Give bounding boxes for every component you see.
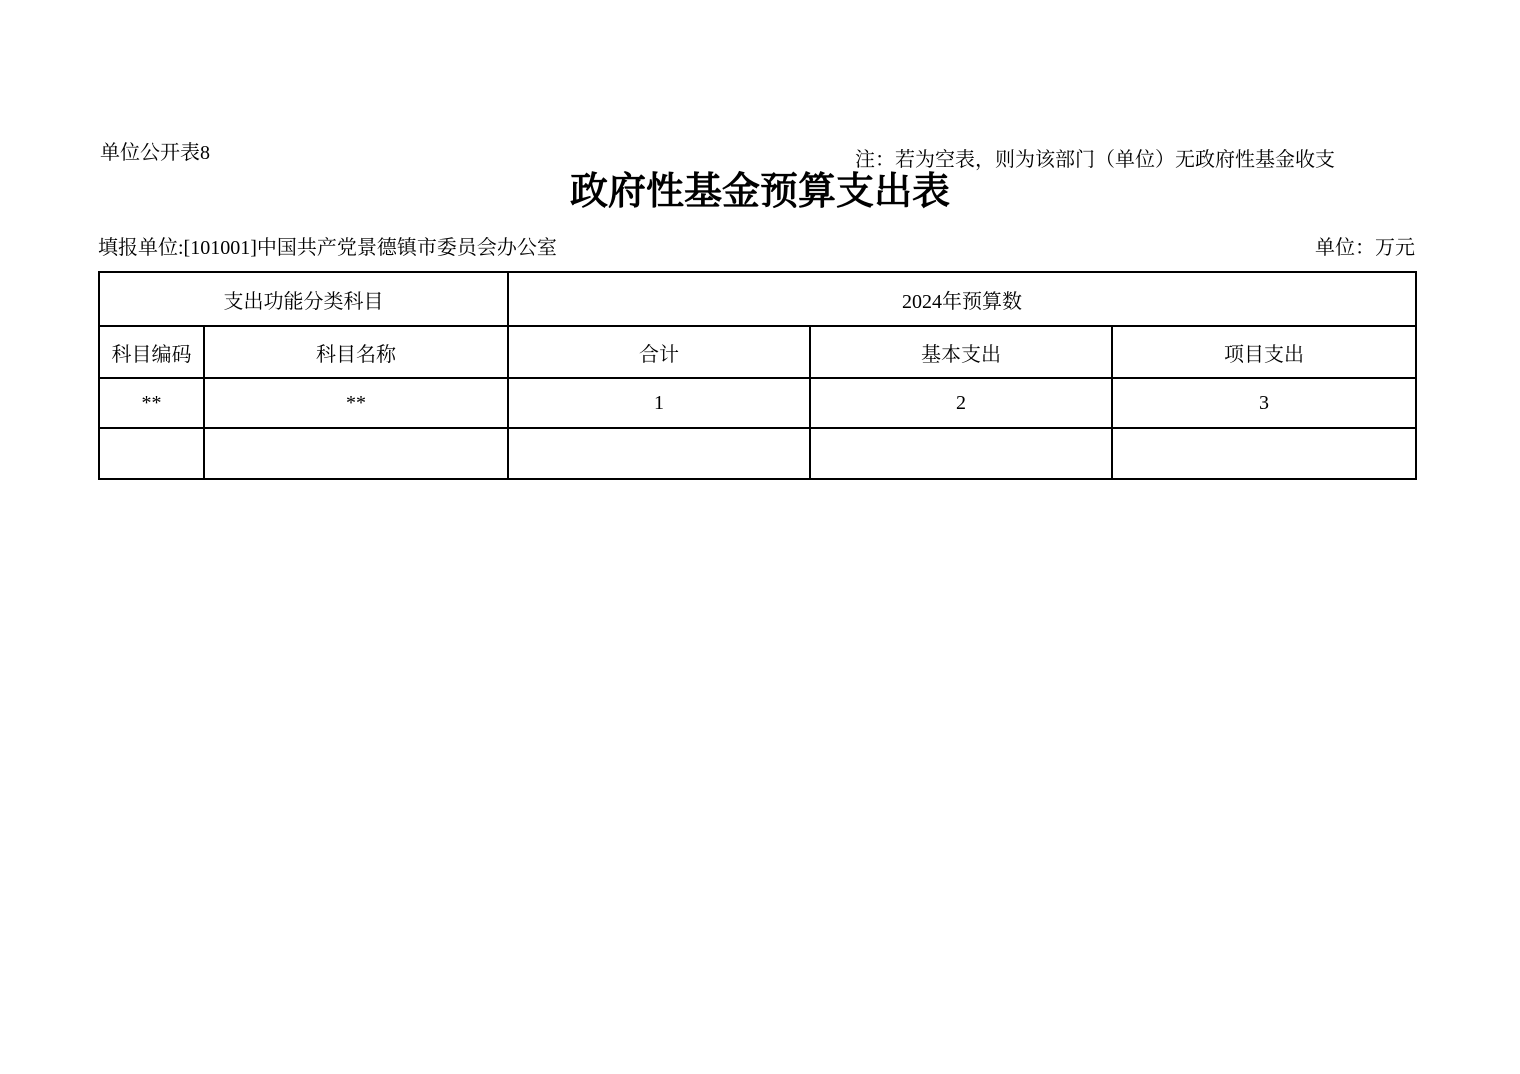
index-cell-subject-name: ** [204,378,508,428]
header-function-category: 支出功能分类科目 [99,272,508,326]
header-columns-row [99,326,1416,378]
meta-row [98,231,1415,260]
col-header-total: 合计 [508,326,810,378]
page-title: 政府性基金预算支出表 [569,171,950,213]
data-cell-project-expenditure [1112,428,1416,479]
data-cell-subject-code [99,428,204,479]
header-budget-year-2024: 2024年预算数 [508,272,1416,326]
empty-table-note: 注：若为空表，则为该部门（单位）无政府性基金收支 [855,149,1335,171]
col-header-project-expenditure: 项目支出 [1112,326,1416,378]
empty-data-row [99,428,1416,479]
budget-table [98,271,1417,480]
col-header-subject-code: 科目编码 [99,326,204,378]
data-cell-total [508,428,810,479]
data-cell-subject-name [204,428,508,479]
col-header-basic-expenditure: 基本支出 [810,326,1112,378]
index-cell-basic-expenditure: 2 [810,378,1112,428]
index-cell-total: 1 [508,378,810,428]
currency-unit-label: 单位：万元 [1315,237,1415,259]
col-header-subject-name: 科目名称 [204,326,508,378]
index-cell-subject-code: ** [99,378,204,428]
data-cell-basic-expenditure [810,428,1112,479]
index-cell-project-expenditure: 3 [1112,378,1416,428]
column-index-row [99,378,1416,428]
reporting-unit-label: 填报单位:[101001]中国共产党景德镇市委员会办公室 [98,237,557,259]
form-number-label: 单位公开表8 [100,142,210,164]
header-group-row [99,272,1416,326]
